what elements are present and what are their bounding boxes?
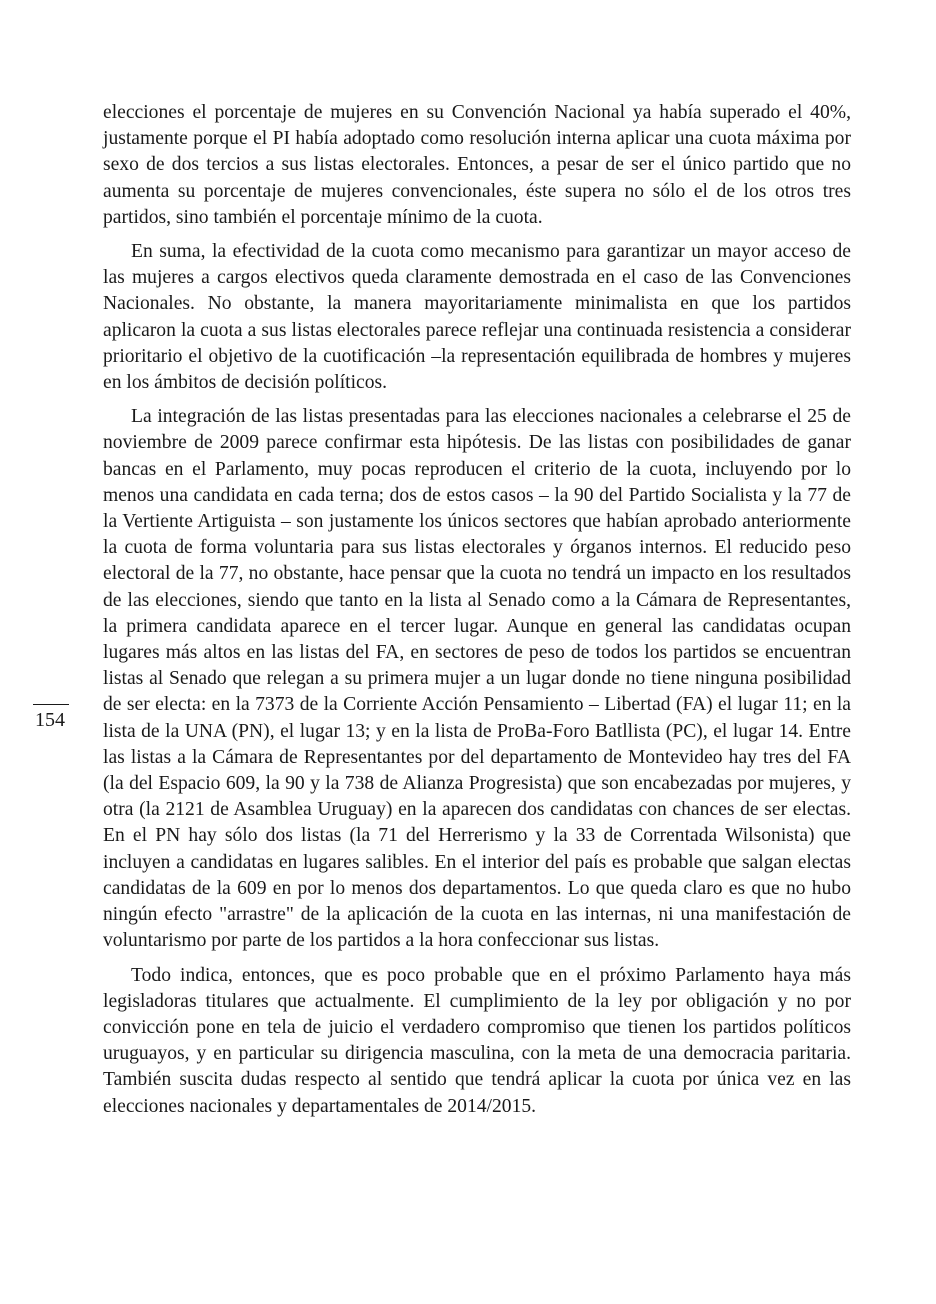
paragraph-3: La integración de las listas presentadas para las elecciones nacionales a celebrarse el 25 de noviembre de 2009 parece confirmar esta hipótesis. De las listas con posibilidades de ganar bancas en el Parlamento, muy pocas reproducen el criterio de la cuota, incluyendo por lo menos una candidata en cada terna; dos de estos casos – la 90 del Partido Socialista y la 77 de la Vertiente Artiguista – son justamente los únicos sectores que habían aprobado anteriormente la cuota de forma voluntaria para sus listas electorales y órganos internos. El reducido peso electoral de la 77, no obstante, hace pensar que la cuota no tendrá un impacto en los resultados de las elecciones, siendo que tanto en la lista al Senado como a la Cámara de Representantes, la primera candidata aparece en el tercer lugar. Aunque en general las candidatas ocupan lugares más altos en las listas del FA, en sectores de peso de todos los partidos se encuentran listas al Senado que relegan a su primera mujer a un lugar donde no tiene ninguna posibilidad de ser electa: en la 7373 de la Corriente Acción Pensamiento – Libertad (FA) el lugar 11; en la lista de la UNA (PN), el lugar 13; y en la lista de ProBa-Foro Batllista (PC), el lugar 14. Entre las listas a la Cámara de Representantes por del departamento de Montevideo hay tres del FA (la del Espacio 609, la 90 y la 738 de Alianza Progresista) que son encabezadas por mujeres, y otra (la 2121 de Asamblea Uruguay) en la aparecen dos candidatas con chances de ser electas. En el PN hay sólo dos listas (la 71 del Herrerismo y la 33 de Correntada Wilsonista) que incluyen a candidatas en lugares salibles. En el interior del país es probable que salgan electas candidatas de la 609 en por lo menos dos departamentos. Lo que queda claro es que no hubo ningún efecto "arrastre" de la aplicación de la cuota en las internas, ni una manifestación de voluntarismo por parte de los partidos a la hora confeccionar sus listas.	[103, 406, 851, 952]
paragraph-2: En suma, la efectividad de la cuota como mecanismo para garantizar un mayor acceso de las mujeres a cargos electivos queda claramente demostrada en el caso de las Convenciones Nacionales. No obstante, la manera mayoritariamente minimalista en que los partidos aplicaron la cuota a sus listas electorales parece reflejar una continuada resistencia a considerar prioritario el objetivo de la cuotificación –la representación equilibrada de hombres y mujeres en los ámbitos de decisión políticos.	[103, 241, 851, 394]
paragraph-4: Todo indica, entonces, que es poco probable que en el próximo Parlamento haya más legisladoras titulares que actualmente. El cumplimiento de la ley por obligación y no por convicción pone en tela de juicio el verdadero compromiso que tienen los partidos políticos uruguayos, y en particular su dirigencia masculina, con la meta de una democracia paritaria. También suscita dudas respecto al sentido que tendrá aplicar la cuota por única vez en las elecciones nacionales y departamentales de 2014/2015.	[103, 964, 851, 1117]
page-number-label: 154	[35, 709, 65, 731]
paragraph-1: elecciones el porcentaje de mujeres en su Convención Nacional ya había superado el 40%, justamente porque el PI había adoptado como resolución interna aplicar una cuota máxima por sexo de dos tercios a sus listas electorales. Entonces, a pesar de ser el único partido que no aumenta su porcentaje de mujeres convencionales, éste supera no sólo el de los otros tres partidos, sino también el porcentaje mínimo de la cuota.	[103, 102, 851, 228]
page-number	[30, 704, 70, 732]
body-text	[103, 100, 851, 1128]
